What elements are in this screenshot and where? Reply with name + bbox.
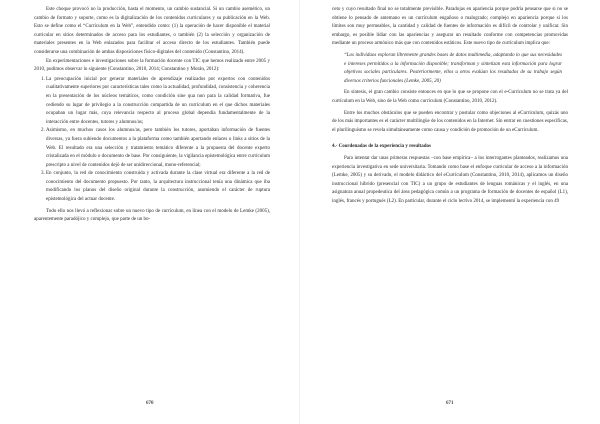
paragraph: En experimentaciones e investigaciones sobre la formación docente con TIC que hemos realizado entre 2005 y 2010, pudimos observar lo siguiente (Constantino, 2010, 2014; Constantino y Morán, 2012): bbox=[34, 58, 270, 73]
page-number: 670 bbox=[146, 401, 154, 406]
paragraph: ceto y cuyo resultado final no se totalmente previsible. Paradojas en apariencia porque podría pensarse que si no se obtiene lo pensado de antemano es un currículum engañoso o malogrado; complejo en apariencia porque si los límites son muy permeables, la cantidad y calidad de fuentes de información es difícil de controlar y unificar. Sin embargo, es posible lidiar con las apariencias y asegurar un resultado conforme con competencias promovidas mediante un proceso armónico más que con contenidos estáticos. Este nuevo tipo de currículum implica que: bbox=[332, 7, 568, 47]
paragraph: En síntesis, el gran cambio consiste entonces en que lo que se propone con el e-Currículum no se trata ya del currículum en la Web, sino de la Web como currículum (Constantino, 2010, 2012). bbox=[332, 90, 568, 104]
paragraph: Este choque provocó no la producción, hasta el momento, un cambio sustancial. Si un cambio asemético, un cambio de formato y soporte, como es la digitalización de los contenidos curriculares y su publicación en la Web. Esto se define como el “Currículum en la Web”, entendido como: (1) la operación de hacer disponible el material curricular en sitios determinados de acceso para los estudiantes, o también (2) la selección y organización de materiales presentes en la Web enlazados para facilitar el acceso directo de los estudiantes. También puede considerarse una combinación de ambas disposiciones físico-digitales del contenido (Constantino, 2014). bbox=[34, 7, 270, 55]
page-number: 671 bbox=[446, 401, 454, 406]
paragraph: Todo ello nos llevó a reflexionar sobre un nuevo tipo de currículum, en línea con el modelo de Lemke (2005), aparentemente paradójico y complejo, que parte de un bo- bbox=[34, 208, 270, 223]
section-heading: 4.- Coordenadas de la experiencia y resultados bbox=[332, 144, 431, 150]
right-text-column bbox=[332, 6, 568, 206]
right-page bbox=[300, 0, 600, 424]
numbered-list bbox=[34, 76, 270, 205]
left-text-column bbox=[34, 6, 270, 225]
list-item: 1. La preocupación inicial por generar materiales de aprendizaje realizados por expertos con contenidos cualitativamente superiores por características tales como la actualidad, profundidad, consistencia y coherencia en la presentación de los núcleos temáticos, como condición sine qua non para la calidad formativa, fue cediendo su lugar de privilegio a la construcción compartida de un currículum en el que dichos materiales ocupaban un lugar más, cuya relevancia respecto al proceso global dependía fundamentalmente de la interacción entre docentes, tutores y alumnos/as; bbox=[46, 76, 270, 128]
block-quote: “Los individuos exploran libremente grandes bases de datos multimedia, adaptando lo que sus necesidades e intereses permitidos a la información disponible; transforman y sintetizan esta información para lograr objetivos sociales particulares. Posteriormente, ellos u otros evalúan los resultados de su trabajo según diversos criterios funcionales (Lemke, 2005, 20) bbox=[344, 52, 562, 84]
paragraph: Para intentar dar unas primeras respuestas –con base empírica– a los interrogantes planteados, realizamos una experiencia investigativa en sede universitaria. Tomando como base el enfoque curricular de acceso a la información (Lemke, 2005) y su derivado, el modelo didáctico del eCurrículum (Constantino, 2010, 2014), aplicamos un diseño instruccional híbrido (presencial con TIC) a un grupo de estudiantes de lenguas románicas y el inglés, en una asignatura anual propedeutica del área pedagógica común a un programa de formación de docentes de español (L1), inglés, francés y portugués (L2). En particular, durante el ciclo lectivo 2014, se implementó la experiencia con 49 bbox=[332, 155, 568, 204]
list-item: 3. En conjunto, la red de conocimiento construida y activada durante la clase virtual era diferente a la red de conocimiento del documento propuesto. Por tanto, la arquitectura instruccional tenía una dinámica que iba modificando los planos del diseño original durante la construcción, asumiendo el carácter de ruptura epistemológica del actuar docente. bbox=[46, 170, 270, 204]
paragraph: Entre los muchos obstáculos que se pueden encontrar y postular como objeciones al eCurrículum, quizás uno de los más importantes es el carácter multilingüe de los contenidos en la Internet. Sin entrar en cuestiones específicas, el plurilinguísmo se revela simultáneamente como causa y condición de promoción de un eCurrículum. bbox=[332, 110, 568, 133]
list-item: 2. Asimismo, en muchos casos los alumnos/as, pero también los tutores, aportaban información de fuentes diversas, ya fuera subiendo documentos a la plataforma como también aportando enlaces o links a sitios de la Web. El resultado era una selección y tratamiento temático diferente a la propuesta del docente experto cristalizada en el módulo o documento de base. Por consiguiente, la vigilancia epistemológica entre currículum prescripto a nivel de contenidos dejó de ser unidireccional, mono-referencial; bbox=[46, 127, 270, 170]
